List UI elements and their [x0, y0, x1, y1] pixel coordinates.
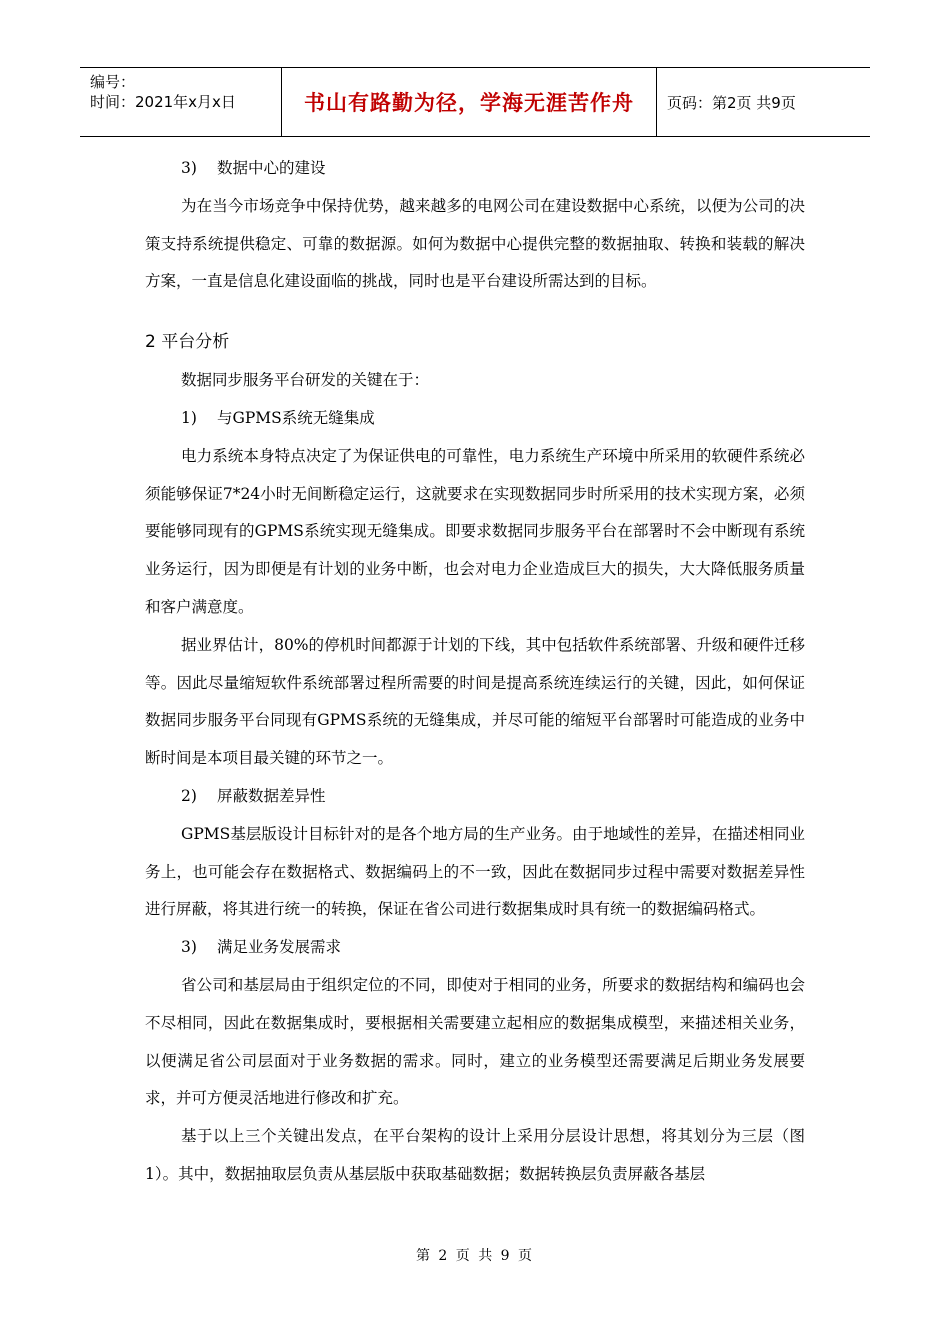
document-time: 时间：2021年x月x日	[90, 93, 236, 111]
paragraph: 为在当今市场竞争中保持优势，越来越多的电网公司在建设数据中心系统，以便为公司的决策支持系统提供稳定、可靠的数据源。如何为数据中心提供完整的数据抽取、转换和装载的解决方案，一直是信息化建设面临的挑战，同时也是平台建设所需达到的目标。	[145, 196, 805, 291]
document-number-label: 编号：	[90, 73, 136, 91]
list-item-number: 1)	[181, 408, 197, 427]
list-item-number: 2)	[181, 786, 197, 805]
header-motto: 书山有路勤为径，学海无涯苦作舟	[282, 68, 657, 136]
list-item-number: 3)	[181, 159, 197, 177]
list-item	[145, 778, 805, 816]
paragraph: GPMS基层版设计目标针对的是各个地方局的生产业务。由于地域性的差异，在描述相同业务上，也可能会存在数据格式、数据编码上的不一致，因此在数据同步过程中需要对数据差异性进行屏蔽，将其进行统一的转换，保证在省公司进行数据集成时具有统一的数据编码格式。	[145, 824, 805, 919]
page-header	[80, 67, 870, 137]
list-item-title: 数据中心的建设	[217, 159, 326, 177]
list-item-title: 与GPMS系统无缝集成	[217, 408, 375, 427]
list-item	[145, 400, 805, 438]
header-meta	[80, 68, 282, 136]
list-item-title: 屏蔽数据差异性	[217, 786, 326, 805]
paragraph: 电力系统本身特点决定了为保证供电的可靠性，电力系统生产环境中所采用的软硬件系统必须能够保证7*24小时无间断稳定运行，这就要求在实现数据同步时所采用的技术实现方案，必须要能够同现有的GPMS系统实现无缝集成。即要求数据同步服务平台在部署时不会中断现有系统业务运行，因为即便是有计划的业务中断，也会对电力企业造成巨大的损失，大大降低服务质量和客户满意度。	[145, 446, 805, 616]
paragraph: 数据同步服务平台研发的关键在于：	[181, 371, 430, 390]
list-item-number: 3)	[181, 938, 197, 957]
paragraph: 据业界估计，80%的停机时间都源于计划的下线，其中包括软件系统部署、升级和硬件迁移等。因此尽量缩短软件系统部署过程所需要的时间是提高系统连续运行的关键，因此，如何保证数据同步服务平台同现有GPMS系统的无缝集成，并尽可能的缩短平台部署时可能造成的业务中断时间是本项目最关键的环节之一。	[145, 635, 805, 768]
paragraph: 省公司和基层局由于组织定位的不同，即使对于相同的业务，所要求的数据结构和编码也会不尽相同，因此在数据集成时，要根据相关需要建立起相应的数据集成模型，来描述相关业务，以便满足省公司层面对于业务数据的需求。同时，建立的业务模型还需要满足后期业务发展要求，并可方便灵活地进行修改和扩充。	[145, 975, 805, 1108]
list-item-title: 满足业务发展需求	[217, 938, 342, 957]
page-footer: 第 2 页 共 9 页	[415, 1248, 535, 1264]
section-heading: 2 平台分析	[145, 332, 230, 353]
list-item	[145, 929, 805, 967]
document-body	[145, 150, 805, 1194]
header-page-info: 页码：第2页 共9页	[667, 93, 796, 112]
paragraph: 基于以上三个关键出发点，在平台架构的设计上采用分层设计思想，将其划分为三层（图1）。其中，数据抽取层负责从基层版中获取基础数据；数据转换层负责屏蔽各基层	[145, 1127, 805, 1183]
list-item	[145, 150, 805, 188]
